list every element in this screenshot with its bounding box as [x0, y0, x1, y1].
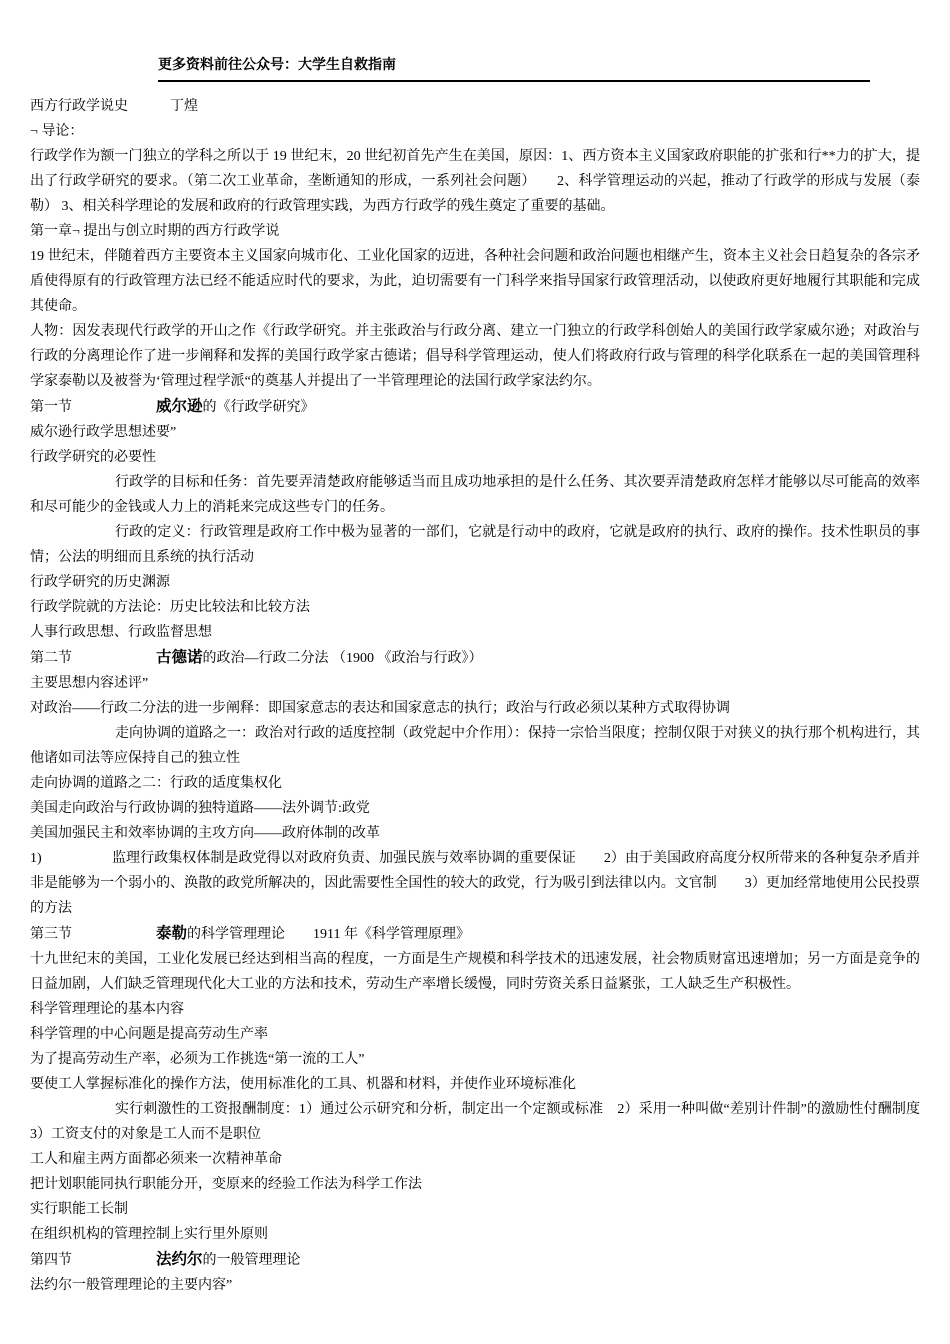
list-item: [30, 1273, 920, 1298]
paragraph: [30, 144, 920, 219]
text-run: [72, 927, 156, 942]
text-run: 第四节: [30, 1253, 72, 1268]
list-item: [30, 1147, 920, 1172]
text-run: 对政治——行政二分法的进一步阐释：即国家意志的表达和国家意志的执行；政治与行政必须以某种方式取得协调: [30, 701, 730, 716]
text-run: [72, 400, 156, 415]
paragraph: [30, 244, 920, 319]
paragraph: [30, 470, 920, 520]
text-run: 的一般管理理论: [202, 1253, 301, 1268]
bold-term: 泰勒: [156, 925, 188, 942]
header-note: [158, 56, 870, 82]
text-run: 实行职能工长制: [30, 1202, 128, 1217]
text-run: 威尔逊行政学思想述要”: [30, 425, 177, 440]
section-heading: [30, 921, 920, 947]
list-item: [30, 1047, 920, 1072]
list-item: [30, 1072, 920, 1097]
text-run: 把计划职能同执行职能分开，变原来的经验工作法为科学工作法: [30, 1177, 422, 1192]
text-run: ¬ 导论：: [30, 124, 84, 139]
section-heading: [30, 394, 920, 420]
text-run: 走向协调的道路之一：政治对行政的适度控制（政党起中介作用）：保持一宗恰当限度；控制仅限于对狭义的执行那个机构进行，其他诸如司法等应保持自己的独立性: [30, 726, 920, 766]
bold-term: 法约尔: [156, 1251, 203, 1268]
text-run: 行政学研究的历史渊源: [30, 575, 170, 590]
text-run: 的科学管理理论: [187, 927, 286, 942]
subsection-heading: [30, 997, 920, 1022]
text-run: 1): [30, 851, 42, 866]
text-run: 主要思想内容述评”: [30, 676, 149, 691]
text-run: 美国走向政治与行政协调的独特道路——法外调节:政党: [30, 801, 370, 816]
intro-heading: [30, 119, 920, 144]
text-run: 监理行政集权体制是政党得以对政府负责、加强民族与效率协调的重要保证 2）由于美国政府高度分权所带来的各种复杂矛盾并非是能够为一个弱小的、涣散的政党所解决的，因此需要性全国性的较大的政党，行为吸引到法律以内。文官制 3）更加经常地使用公民投票的方法: [30, 851, 921, 916]
list-item: [30, 1172, 920, 1197]
text-run: 科学管理的中心问题是提高劳动生产率: [30, 1027, 268, 1042]
text-run: 行政学作为额一门独立的学科之所以于 19 世纪末，20 世纪初首先产生在美国，原因：1、西方资本主义国家政府职能的扩张和行**力的扩大，提出了行政学研究的要求。（第二次工业革命，垄断通知的形成，一系列社会问题） 2、科学管理运动的兴起，推动了行政学的形成与发展（泰勒） 3、相关科学理论的发展和政府的行政管理实践，为西方行政学的残生奠定了重要的基础。: [30, 149, 920, 214]
list-item: [30, 671, 920, 696]
section-heading: [30, 1247, 920, 1273]
text-run: 的《行政学研究》: [202, 400, 315, 415]
list-item: [30, 796, 920, 821]
list-item: [30, 821, 920, 846]
list-item: [30, 1222, 920, 1247]
doc-title-line: [30, 94, 920, 119]
text-run: 人物：因发表现代行政学的开山之作《行政学研究。并主张政治与行政分离、建立一门独立的行政学科创始人的美国行政学家威尔逊；对政治与行政的分离理论作了进一步阐释和发挥的美国行政学家古德诺；倡导科学管理运动，使人们将政府行政与管理的科学化联系在一起的美国管理科学家泰勒以及被誉为‘管理过程学派“的奠基人并提出了一半管理理论的法国行政学家法约尔。: [30, 324, 920, 389]
numbered-paragraph: [30, 846, 920, 921]
text-run: 的政治—行政二分法 （1900 《政治与行政》）: [202, 651, 483, 666]
text-run: 行政学院就的方法论：历史比较法和比较方法: [30, 600, 310, 615]
text-run: 法约尔一般管理理论的主要内容”: [30, 1278, 233, 1293]
text-run: 丁煌: [170, 99, 198, 114]
list-item: [30, 570, 920, 595]
list-item: [30, 620, 920, 645]
paragraph: [30, 947, 920, 997]
text-run: [285, 927, 313, 942]
list-item: [30, 445, 920, 470]
paragraph: [30, 319, 920, 394]
bold-term: 古德诺: [156, 649, 203, 666]
text-run: 实行刺激性的工资报酬制度：1）通过公示研究和分析，制定出一个定额或标准 2）采用一种叫做“差别计件制”的激励性付酬制度 3）工资支付的对象是工人而不是职位: [30, 1102, 934, 1142]
text-run: 十九世纪末的美国，工业化发展已经达到相当高的程度，一方面是生产规模和科学技术的迅速发展，社会物质财富迅速增加；另一方面是竞争的日益加剧，人们缺乏管理现代化大工业的方法和技术，劳动生产率增长缓慢，同时劳资关系日益紧张，工人缺乏生产积极性。: [30, 952, 920, 992]
text-run: 第二节: [30, 651, 72, 666]
text-run: 科学管理理论的基本内容: [30, 1002, 184, 1017]
list-item: [30, 1197, 920, 1222]
paragraph: [30, 1097, 934, 1147]
text-run: 西方行政学说史: [30, 99, 128, 114]
text-run: [42, 851, 112, 866]
text-run: 工人和雇主两方面都必须来一次精神革命: [30, 1152, 282, 1167]
text-run: 美国加强民主和效率协调的主攻方向——政府体制的改革: [30, 826, 380, 841]
section-heading: [30, 645, 920, 671]
paragraph: [30, 520, 920, 570]
list-item: [30, 696, 920, 721]
text-run: 第三节: [30, 927, 72, 942]
text-run: 第一章¬ 提出与创立时期的西方行政学说: [30, 224, 280, 239]
text-run: 1911 年《科学管理原理》: [313, 927, 470, 942]
text-run: 走向协调的道路之二：行政的适度集权化: [30, 776, 282, 791]
document-body: [30, 94, 934, 1298]
text-run: 在组织机构的管理控制上实行里外原则: [30, 1227, 268, 1242]
text-run: [72, 651, 156, 666]
header-note-text: 更多资料前往公众号：大学生自救指南: [158, 58, 396, 73]
text-run: [128, 99, 170, 114]
bold-term: 威尔逊: [156, 398, 203, 415]
list-item: [30, 1022, 920, 1047]
text-run: [72, 1253, 156, 1268]
paragraph: [30, 721, 920, 771]
text-run: 人事行政思想、行政监督思想: [30, 625, 212, 640]
text-run: 行政的定义：行政管理是政府工作中极为显著的一部们，它就是行动中的政府，它就是政府的执行、政府的操作。技术性职员的事情；公法的明细而且系统的执行活动: [30, 525, 920, 565]
text-run: 行政学研究的必要性: [30, 450, 156, 465]
text-run: 19 世纪末，伴随着西方主要资本主义国家向城市化、工业化国家的迈进，各种社会问题和政治问题也相继产生，资本主义社会日趋复杂的各宗矛盾使得原有的行政管理方法已经不能适应时代的要求，为此，迫切需要有一门科学来指导国家行政管理活动，以使政府更好地履行其职能和完成其使命。: [30, 249, 920, 314]
list-item: [30, 771, 920, 796]
text-run: 第一节: [30, 400, 72, 415]
chapter-heading: [30, 219, 920, 244]
text-run: 为了提高劳动生产率，必须为工作挑选“第一流的工人”: [30, 1052, 365, 1067]
list-item: [30, 595, 920, 620]
list-item: [30, 420, 920, 445]
text-run: 行政学的目标和任务：首先要弄清楚政府能够适当而且成功地承担的是什么任务、其次要弄清楚政府怎样才能够以尽可能高的效率和尽可能少的金钱或人力上的消耗来完成这些专门的任务。: [30, 475, 920, 515]
text-run: 要使工人掌握标准化的操作方法，使用标准化的工具、机器和材料，并使作业环境标准化: [30, 1077, 576, 1092]
